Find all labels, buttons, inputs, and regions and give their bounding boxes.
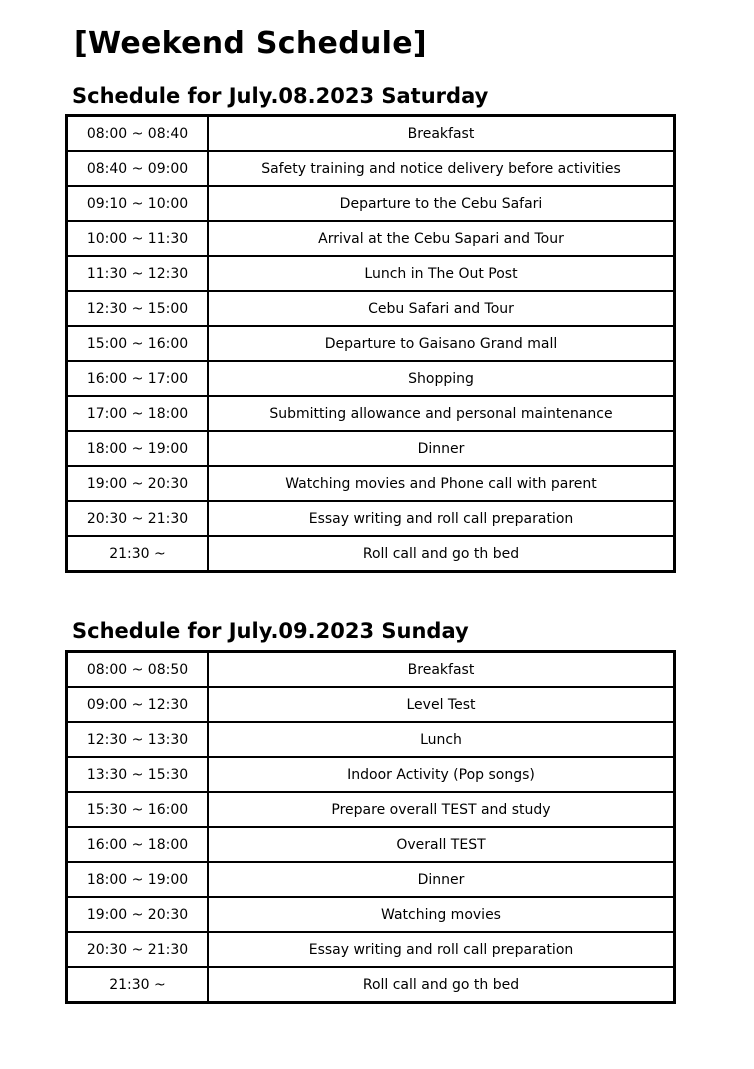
sunday-schedule-body: [67, 652, 675, 1003]
schedule-row: [67, 536, 675, 572]
time-cell: 17:00 ~ 18:00: [67, 396, 209, 431]
activity-cell: Roll call and go th bed: [208, 967, 675, 1003]
time-cell: 12:30 ~ 13:30: [67, 722, 209, 757]
activity-cell: Indoor Activity (Pop songs): [208, 757, 675, 792]
schedule-row: [67, 897, 675, 932]
time-cell: 16:00 ~ 18:00: [67, 827, 209, 862]
time-cell: 08:00 ~ 08:40: [67, 116, 209, 152]
schedule-row: [67, 967, 675, 1003]
schedule-row: [67, 186, 675, 221]
schedule-row: [67, 827, 675, 862]
activity-cell: Cebu Safari and Tour: [208, 291, 675, 326]
saturday-schedule-body: [67, 116, 675, 572]
time-cell: 13:30 ~ 15:30: [67, 757, 209, 792]
activity-cell: Departure to the Cebu Safari: [208, 186, 675, 221]
activity-cell: Lunch in The Out Post: [208, 256, 675, 291]
schedule-row: [67, 466, 675, 501]
schedule-row: [67, 862, 675, 897]
activity-cell: Essay writing and roll call preparation: [208, 932, 675, 967]
activity-cell: Breakfast: [208, 116, 675, 152]
schedule-row: [67, 396, 675, 431]
schedule-row: [67, 116, 675, 152]
page-title: [Weekend Schedule]: [74, 26, 427, 61]
time-cell: 21:30 ~: [67, 536, 209, 572]
schedule-row: [67, 687, 675, 722]
time-cell: 20:30 ~ 21:30: [67, 932, 209, 967]
time-cell: 09:10 ~ 10:00: [67, 186, 209, 221]
time-cell: 15:30 ~ 16:00: [67, 792, 209, 827]
schedule-row: [67, 431, 675, 466]
time-cell: 20:30 ~ 21:30: [67, 501, 209, 536]
time-cell: 08:40 ~ 09:00: [67, 151, 209, 186]
activity-cell: Shopping: [208, 361, 675, 396]
activity-cell: Essay writing and roll call preparation: [208, 501, 675, 536]
schedule-row: [67, 151, 675, 186]
activity-cell: Arrival at the Cebu Sapari and Tour: [208, 221, 675, 256]
schedule-row: [67, 501, 675, 536]
activity-cell: Dinner: [208, 431, 675, 466]
schedule-row: [67, 792, 675, 827]
activity-cell: Safety training and notice delivery before activities: [208, 151, 675, 186]
sunday-schedule-table: [65, 650, 676, 1004]
time-cell: 21:30 ~: [67, 967, 209, 1003]
activity-cell: Lunch: [208, 722, 675, 757]
activity-cell: Level Test: [208, 687, 675, 722]
schedule-row: [67, 221, 675, 256]
schedule-row: [67, 291, 675, 326]
time-cell: 19:00 ~ 20:30: [67, 466, 209, 501]
time-cell: 12:30 ~ 15:00: [67, 291, 209, 326]
schedule-row: [67, 932, 675, 967]
schedule-row: [67, 361, 675, 396]
schedule-row: [67, 652, 675, 688]
schedule-row: [67, 757, 675, 792]
activity-cell: Roll call and go th bed: [208, 536, 675, 572]
activity-cell: Watching movies: [208, 897, 675, 932]
activity-cell: Dinner: [208, 862, 675, 897]
activity-cell: Departure to Gaisano Grand mall: [208, 326, 675, 361]
saturday-schedule-table: [65, 114, 676, 573]
time-cell: 09:00 ~ 12:30: [67, 687, 209, 722]
sunday-section-title: Schedule for July.09.2023 Sunday: [72, 619, 469, 643]
time-cell: 18:00 ~ 19:00: [67, 431, 209, 466]
activity-cell: Breakfast: [208, 652, 675, 688]
time-cell: 15:00 ~ 16:00: [67, 326, 209, 361]
activity-cell: Watching movies and Phone call with parent: [208, 466, 675, 501]
activity-cell: Submitting allowance and personal maintenance: [208, 396, 675, 431]
saturday-section-title: Schedule for July.08.2023 Saturday: [72, 84, 489, 108]
time-cell: 10:00 ~ 11:30: [67, 221, 209, 256]
activity-cell: Prepare overall TEST and study: [208, 792, 675, 827]
schedule-row: [67, 256, 675, 291]
time-cell: 18:00 ~ 19:00: [67, 862, 209, 897]
schedule-row: [67, 722, 675, 757]
schedule-row: [67, 326, 675, 361]
time-cell: 19:00 ~ 20:30: [67, 897, 209, 932]
time-cell: 16:00 ~ 17:00: [67, 361, 209, 396]
activity-cell: Overall TEST: [208, 827, 675, 862]
time-cell: 11:30 ~ 12:30: [67, 256, 209, 291]
time-cell: 08:00 ~ 08:50: [67, 652, 209, 688]
